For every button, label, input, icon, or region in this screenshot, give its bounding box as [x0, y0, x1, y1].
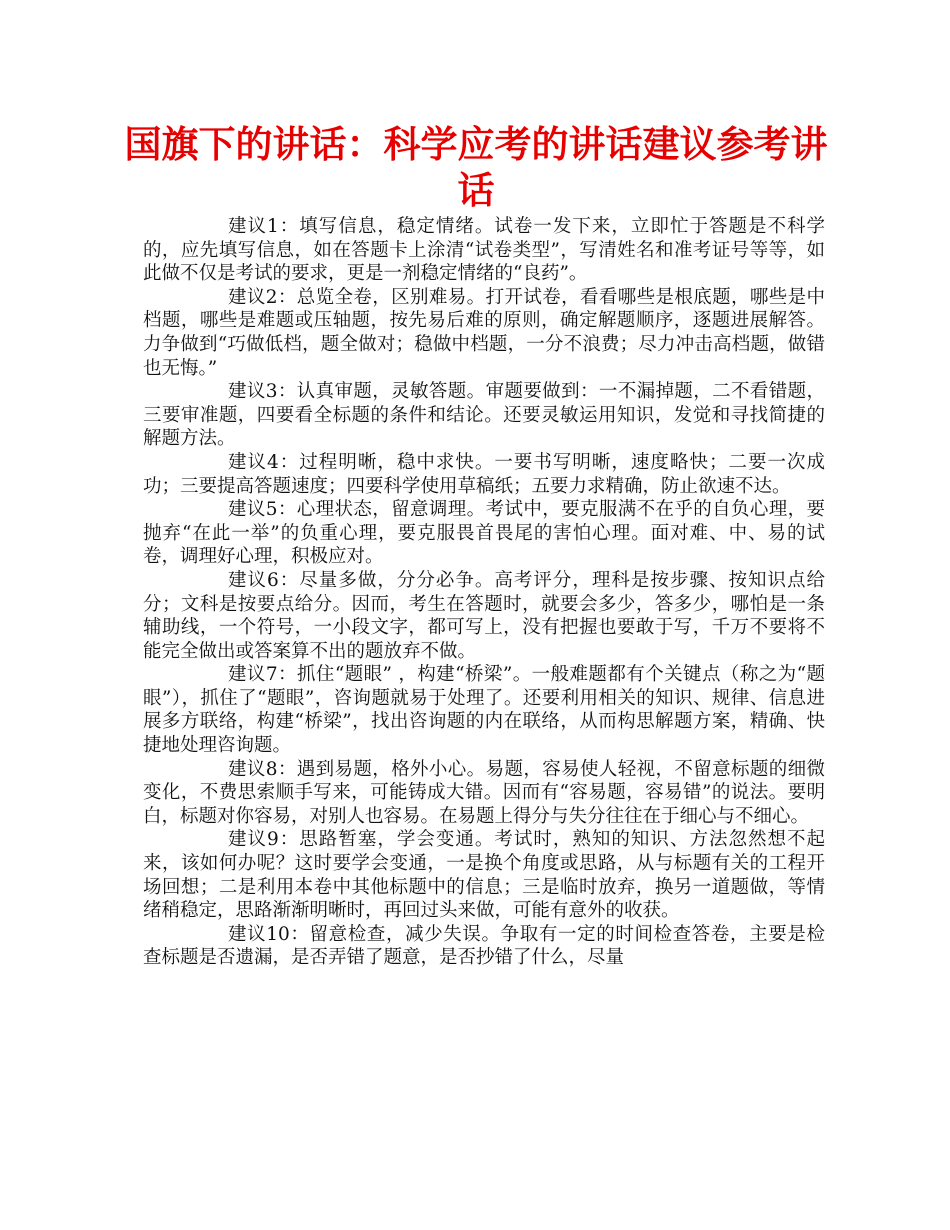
- paragraph-suggestion-6: 建议6：尽量多做，分分必争。高考评分，理科是按步骤、按知识点给分；文科是按要点给分。因而，考生在答题时，就要会多少，答多少，哪怕是一条辅助线，一个符号，一小段文字，都可写上，没有把握也要敢于写，千万不要将不能完全做出或答案算不出的题放弃不做。: [143, 569, 825, 662]
- paragraph-suggestion-3: 建议3：认真审题，灵敏答题。审题要做到：一不漏掉题，二不看错题，三要审准题，四要看全标题的条件和结论。还要灵敏运用知识，发觉和寻找简捷的解题方法。: [143, 381, 825, 450]
- paragraph-suggestion-2: 建议2：总览全卷，区别难易。打开试卷，看看哪些是根底题，哪些是中档题，哪些是难题或压轴题，按先易后难的原则，确定解题顺序，逐题进展解答。力争做到“巧做低档，题全做对；稳做中档题，一分不浪费；尽力冲击高档题，做错也无悔。”: [143, 286, 825, 379]
- paragraph-suggestion-4: 建议4：过程明晰，稳中求快。一要书写明晰，速度略快；二要一次成功；三要提高答题速度；四要科学使用草稿纸；五要力求精确，防止欲速不达。: [143, 451, 825, 497]
- paragraph-suggestion-1: 建议1：填写信息，稳定情绪。试卷一发下来，立即忙于答题是不科学的，应先填写信息，如在答题卡上涂清“试卷类型”，写清姓名和准考证号等等，如此做不仅是考试的要求，更是一剂稳定情绪的“良药”。: [143, 216, 825, 285]
- paragraph-suggestion-8: 建议8：遇到易题，格外小心。易题，容易使人轻视，不留意标题的细微变化，不费思索顺手写来，可能铸成大错。因而有“容易题，容易错”的说法。要明白，标题对你容易，对别人也容易。在易题上得分与失分往往在于细心与不细心。: [143, 758, 825, 827]
- paragraph-suggestion-10: 建议10：留意检查，减少失误。争取有一定的时间检查答卷，主要是检查标题是否遗漏，是否弄错了题意，是否抄错了什么，尽量: [143, 923, 825, 969]
- document-title: 国旗下的讲话：科学应考的讲话建议参考讲话: [124, 123, 828, 212]
- document-body: [143, 215, 825, 970]
- paragraph-suggestion-9: 建议9：思路暂塞，学会变通。考试时，熟知的知识、方法忽然想不起来，该如何办呢？这时要学会变通，一是换个角度或思路，从与标题有关的工程开场回想；二是利用本卷中其他标题中的信息；三是临时放弃，换另一道题做，等情绪稍稳定，思路渐渐明晰时，再回过头来做，可能有意外的收获。: [143, 829, 825, 922]
- paragraph-suggestion-7: 建议7：抓住“题眼” ，构建“桥梁”。一般难题都有个关键点（称之为“题眼”），抓住了“题眼”，咨询题就易于处理了。还要利用相关的知识、规律、信息进展多方联络，构建“桥梁”，找出咨询题的内在联络，从而构思解题方案，精确、快捷地处理咨询题。: [143, 664, 825, 757]
- paragraph-suggestion-5: 建议5：心理状态，留意调理。考试中，要克服满不在乎的自负心理，要抛弃“在此一举”的负重心理，要克服畏首畏尾的害怕心理。面对难、中、易的试卷，调理好心理，积极应对。: [143, 499, 825, 568]
